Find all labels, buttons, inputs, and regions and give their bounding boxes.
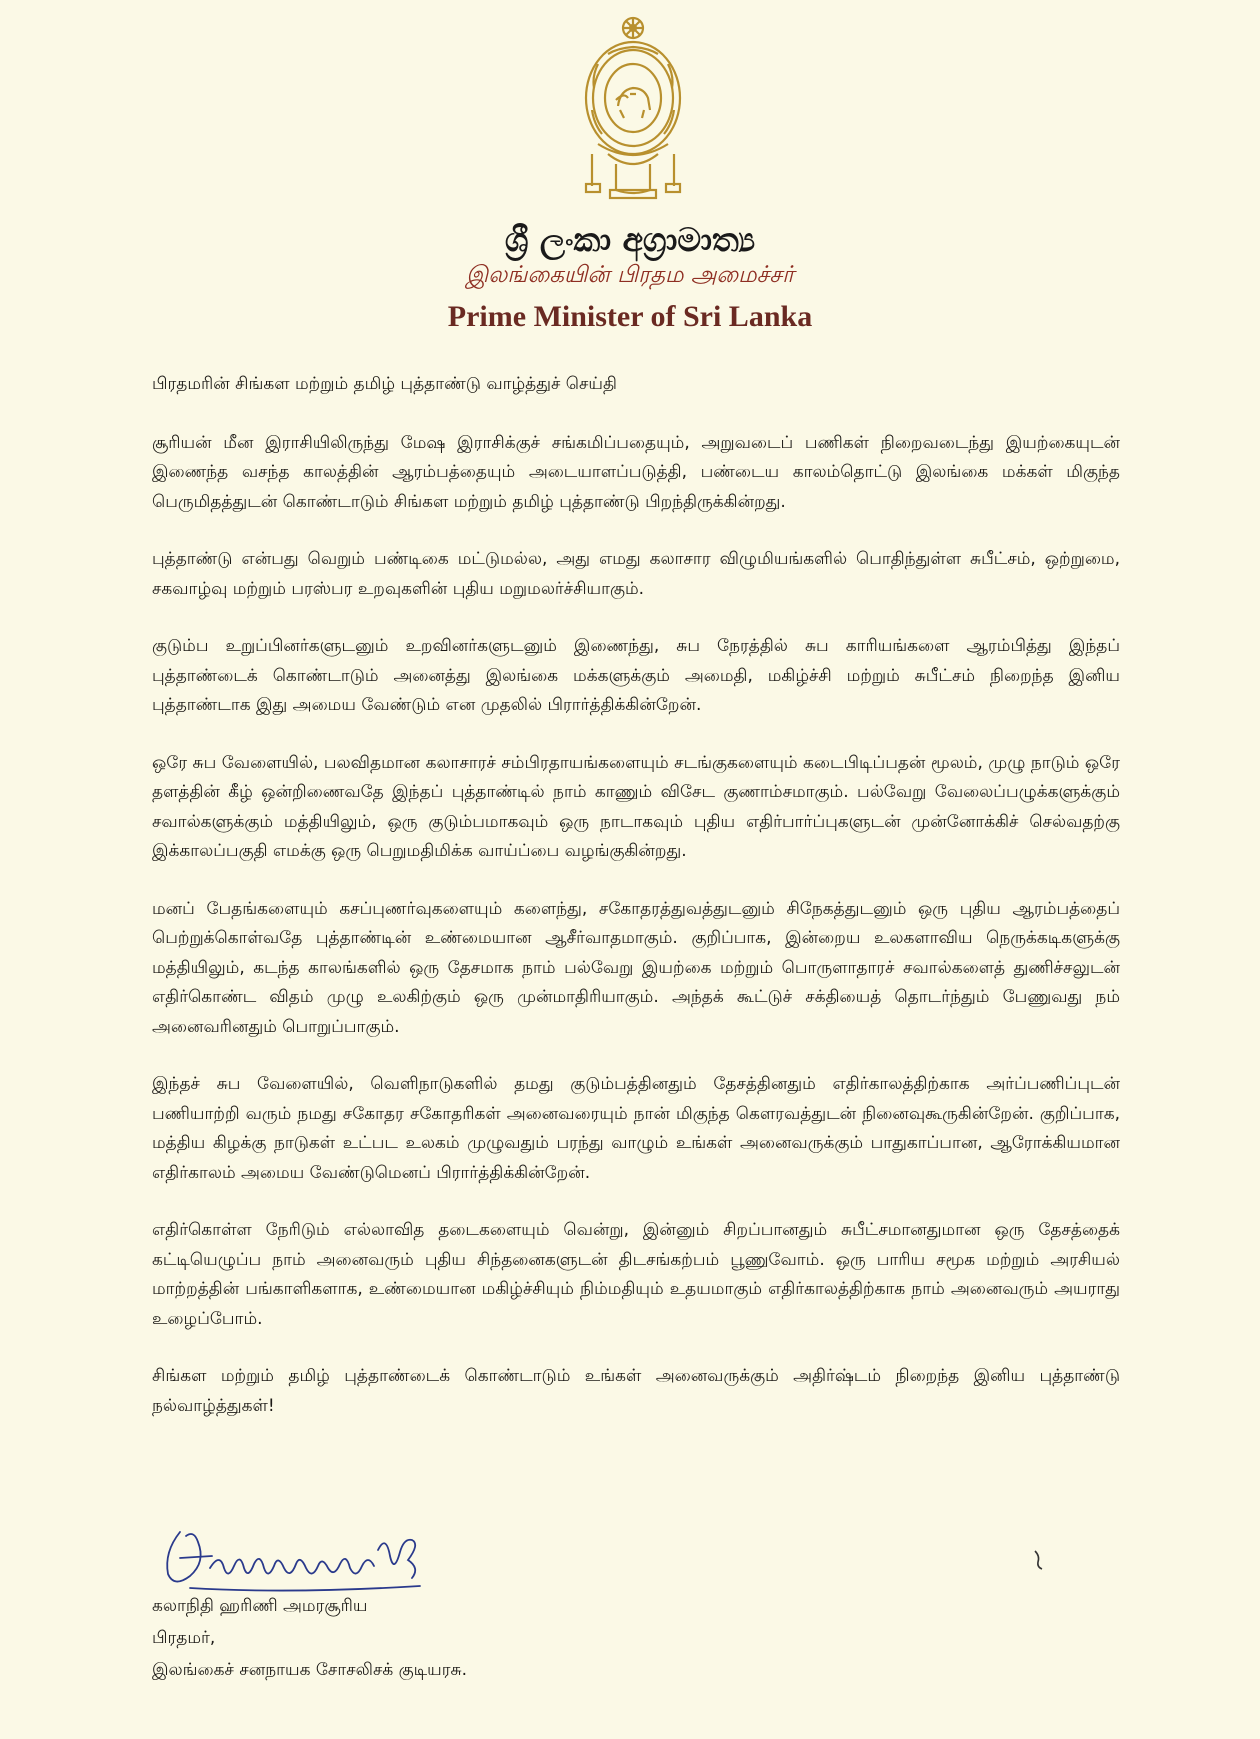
signatory-country: இலங்கைச் சனநாயக சோசலிசக் குடியரசு. [152, 1660, 468, 1680]
signatory-designation: பிரதமர், [152, 1628, 216, 1648]
signature-block [152, 1590, 752, 1686]
letter-paragraph-7: எதிர்கொள்ள நேரிடும் எல்லாவித தடைகளையும் வென்று, இன்னும் சிறப்பானதும் சுபீட்சமானதுமான ஒரு தேசத்தைக் கட்டியெழுப்ப நாம் அனைவரும் புதிய சிந்தனைகளுடன் திடசங்கற்பம் பூணுவோம். ஒரு பாரிய சமூக மற்றும் அரசியல் மாற்றத்தின் பங்காளிகளாக, உண்மையான மகிழ்ச்சியும் நிம்மதியும் உதயமாகும் எதிர்காலத்திற்காக நாம் அனைவரும் அயராது உழைப்போம். [152, 1220, 1120, 1329]
letter-paragraph-4: ஒரே சுப வேளையில், பலவிதமான கலாசாரச் சம்பிரதாயங்களையும் சடங்குகளையும் கடைபிடிப்பதன் மூலம், முழு நாடும் ஒரே தளத்தின் கீழ் ஒன்றிணைவதே இந்தப் புத்தாண்டில் நாம் காணும் விசேட குணாம்சமாகும். பல்வேறு வேலைப்பழுக்களுக்கும் சவால்களுக்கும் மத்தியிலும், ஒரு குடும்பமாகவும் ஒரு நாடாகவும் புதிய எதிர்பார்ப்புகளுடன் முன்னோக்கிச் செல்வதற்கு இக்காலப்பகுதி எமக்கு ஒரு பெறுமதிமிக்க வாய்ப்பை வழங்குகின்றது. [152, 752, 1120, 861]
sri-lanka-emblem-icon [578, 14, 688, 202]
letter-paragraph-6: இந்தச் சுப வேளையில், வெளிநாடுகளில் தமது குடும்பத்தினதும் தேசத்தினதும் எதிர்காலத்திற்காக அர்ப்பணிப்புடன் பணியாற்றி வரும் நமது சகோதர சகோதரிகள் அனைவரையும் நான் மிகுந்த கௌரவத்துடன் நினைவுகூருகின்றேன். குறிப்பாக, மத்திய கிழக்கு நாடுகள் உட்பட உலகம் முழுவதும் பரந்து வாழும் உங்கள் அனைவருக்கும் பாதுகாப்பான, ஆரோக்கியமான எதிர்காலம் அமைய வேண்டுமெனப் பிரார்த்திக்கின்றேன். [152, 1074, 1120, 1183]
letter-paragraph-5: மனப் பேதங்களையும் கசப்புணர்வுகளையும் களைந்து, சகோதரத்துவத்துடனும் சிநேகத்துடனும் ஒரு புதிய ஆரம்பத்தைப் பெற்றுக்கொள்வதே புத்தாண்டின் உண்மையான ஆசீர்வாதமாகும். குறிப்பாக, இன்றைய உலகளாவிய நெருக்கடிகளுக்கு மத்தியிலும், கடந்த காலங்களில் ஒரு தேசமாக நாம் பல்வேறு இயற்கை மற்றும் பொருளாதாரச் சவால்களைத் துணிச்சலுடன் எதிர்கொண்ட விதம் முழு உலகிற்கும் ஒரு முன்மாதிரியாகும். அந்தக் கூட்டுச் சக்தியைத் தொடர்ந்தும் பேணுவது நம் அனைவரினதும் பொறுப்பாகும். [152, 898, 1120, 1037]
letter-subject: பிரதமரின் சிங்கள மற்றும் தமிழ் புத்தாண்டு வாழ்த்துச் செய்தி [152, 374, 617, 394]
letter-paragraph-3: குடும்ப உறுப்பினர்களுடனும் உறவினர்களுடனும் இணைந்து, சுப நேரத்தில் சுப காரியங்களை ஆரம்பித்து இந்தப் புத்தாண்டைக் கொண்டாடும் அனைத்து இலங்கை மக்களுக்கும் அமைதி, மகிழ்ச்சி மற்றும் சுபீட்சம் நிறைந்த இனிய புத்தாண்டாக இது அமைய வேண்டும் என முதலில் பிரார்த்திக்கின்றேன். [152, 636, 1120, 715]
signatory-name: கலாநிதி ஹரிணி அமரசூரிய [152, 1596, 368, 1616]
letter-paragraph-1: சூரியன் மீன இராசியிலிருந்து மேஷ இராசிக்குச் சங்கமிப்பதையும், அறுவடைப் பணிகள் நிறைவடைந்து இயற்கையுடன் இணைந்த வசந்த காலத்தின் ஆரம்பத்தையும் அடையாளப்படுத்தி, பண்டைய காலம்தொட்டு இலங்கை மக்கள் மிகுந்த பெருமிதத்துடன் கொண்டாடும் சிங்கள மற்றும் தமிழ் புத்தாண்டு பிறந்திருக்கின்றது. [152, 432, 1120, 512]
letter-body [152, 370, 1120, 1449]
letter-paragraph-8: சிங்கள மற்றும் தமிழ் புத்தாண்டைக் கொண்டாடும் உங்கள் அனைவருக்கும் அதிர்ஷ்டம் நிறைந்த இனிய புத்தாண்டு நல்வாழ்த்துகள்! [152, 1366, 1120, 1416]
letterhead-title-tamil: இலங்கையின் பிரதம அமைச்சர் [465, 262, 795, 288]
letter-paragraph-2: புத்தாண்டு என்பது வெறும் பண்டிகை மட்டுமல்ல, அது எமது கலாசார விழுமியங்களில் பொதிந்துள்ள சுபீட்சம், ஒற்றுமை, சகவாழ்வு மற்றும் பரஸ்பர உறவுகளின் புதிய மறுமலர்ச்சியாகும். [152, 549, 1120, 599]
letterhead-title-sinhala: ශ්‍රී ලංකා අග්‍රාමාත්‍ය [504, 220, 756, 259]
ink-mark-icon [1032, 1548, 1046, 1572]
letterhead-title-english: Prime Minister of Sri Lanka [447, 300, 813, 333]
